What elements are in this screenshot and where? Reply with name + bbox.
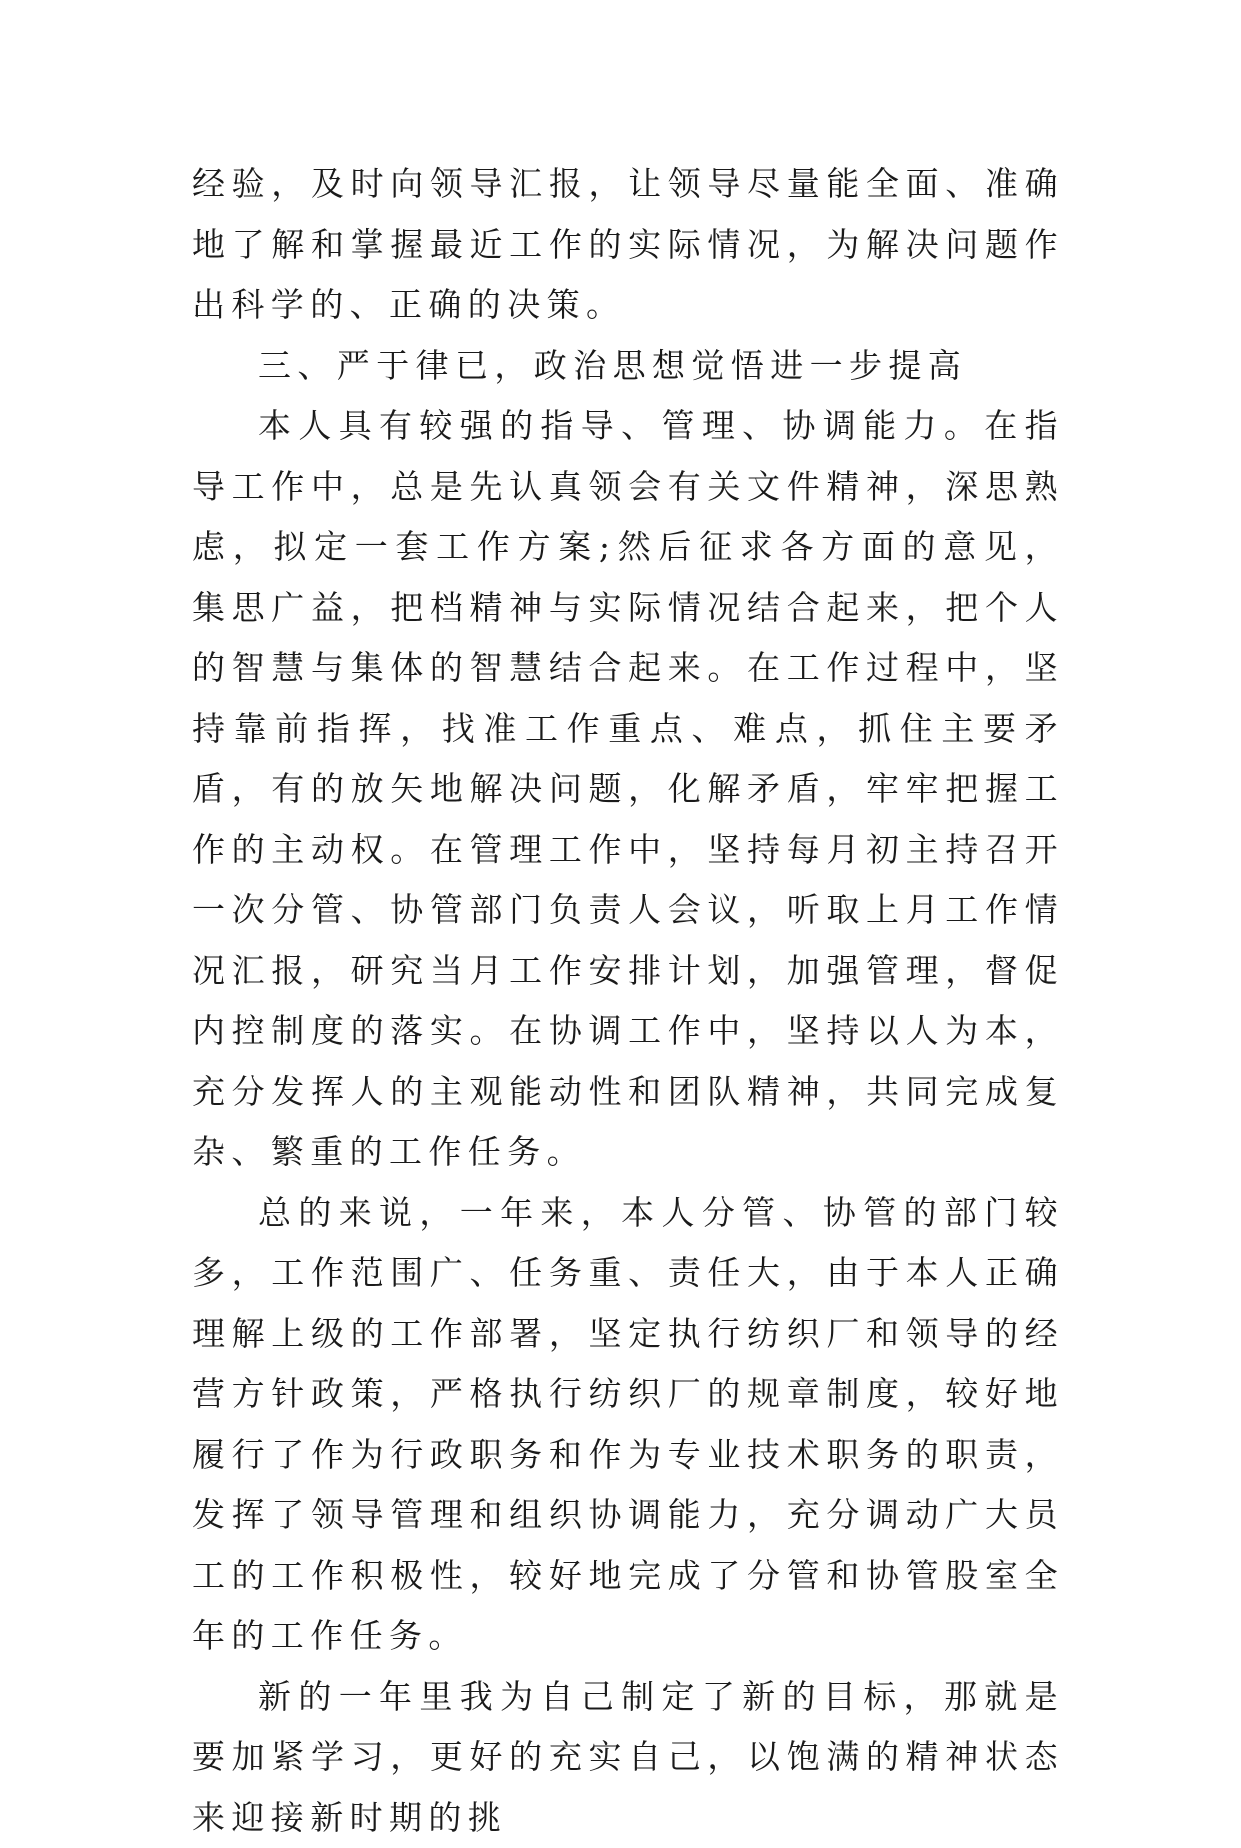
document-body [192,154,1064,1848]
section-heading: 三、严于律已，政治思想觉悟进一步提高 [192,336,1064,397]
paragraph-abilities: 本人具有较强的指导、管理、协调能力。在指导工作中，总是先认真领会有关文件精神，深思熟虑，拟定一套工作方案;然后征求各方面的意见，集思广益，把档精神与实际情况结合起来，把个人的智慧与集体的智慧结合起来。在工作过程中，坚持靠前指挥，找准工作重点、难点，抓住主要矛盾，有的放矢地解决问题，化解矛盾，牢牢把握工作的主动权。在管理工作中，坚持每月初主持召开一次分管、协管部门负责人会议，听取上月工作情况汇报，研究当月工作安排计划，加强管理，督促内控制度的落实。在协调工作中，坚持以人为本，充分发挥人的主观能动性和团队精神，共同完成复杂、繁重的工作任务。 [192,396,1064,1183]
paragraph-continuation: 经验，及时向领导汇报，让领导尽量能全面、准确地了解和掌握最近工作的实际情况，为解决问题作出科学的、正确的决策。 [192,154,1064,336]
paragraph-new-goals: 新的一年里我为自己制定了新的目标，那就是要加紧学习，更好的充实自己，以饱满的精神状态来迎接新时期的挑 [192,1667,1064,1848]
paragraph-summary: 总的来说，一年来，本人分管、协管的部门较多，工作范围广、任务重、责任大，由于本人正确理解上级的工作部署，坚定执行纺织厂和领导的经营方针政策，严格执行纺织厂的规章制度，较好地履行了作为行政职务和作为专业技术职务的职责，发挥了领导管理和组织协调能力，充分调动广大员工的工作积极性，较好地完成了分管和协管股室全年的工作任务。 [192,1183,1064,1667]
